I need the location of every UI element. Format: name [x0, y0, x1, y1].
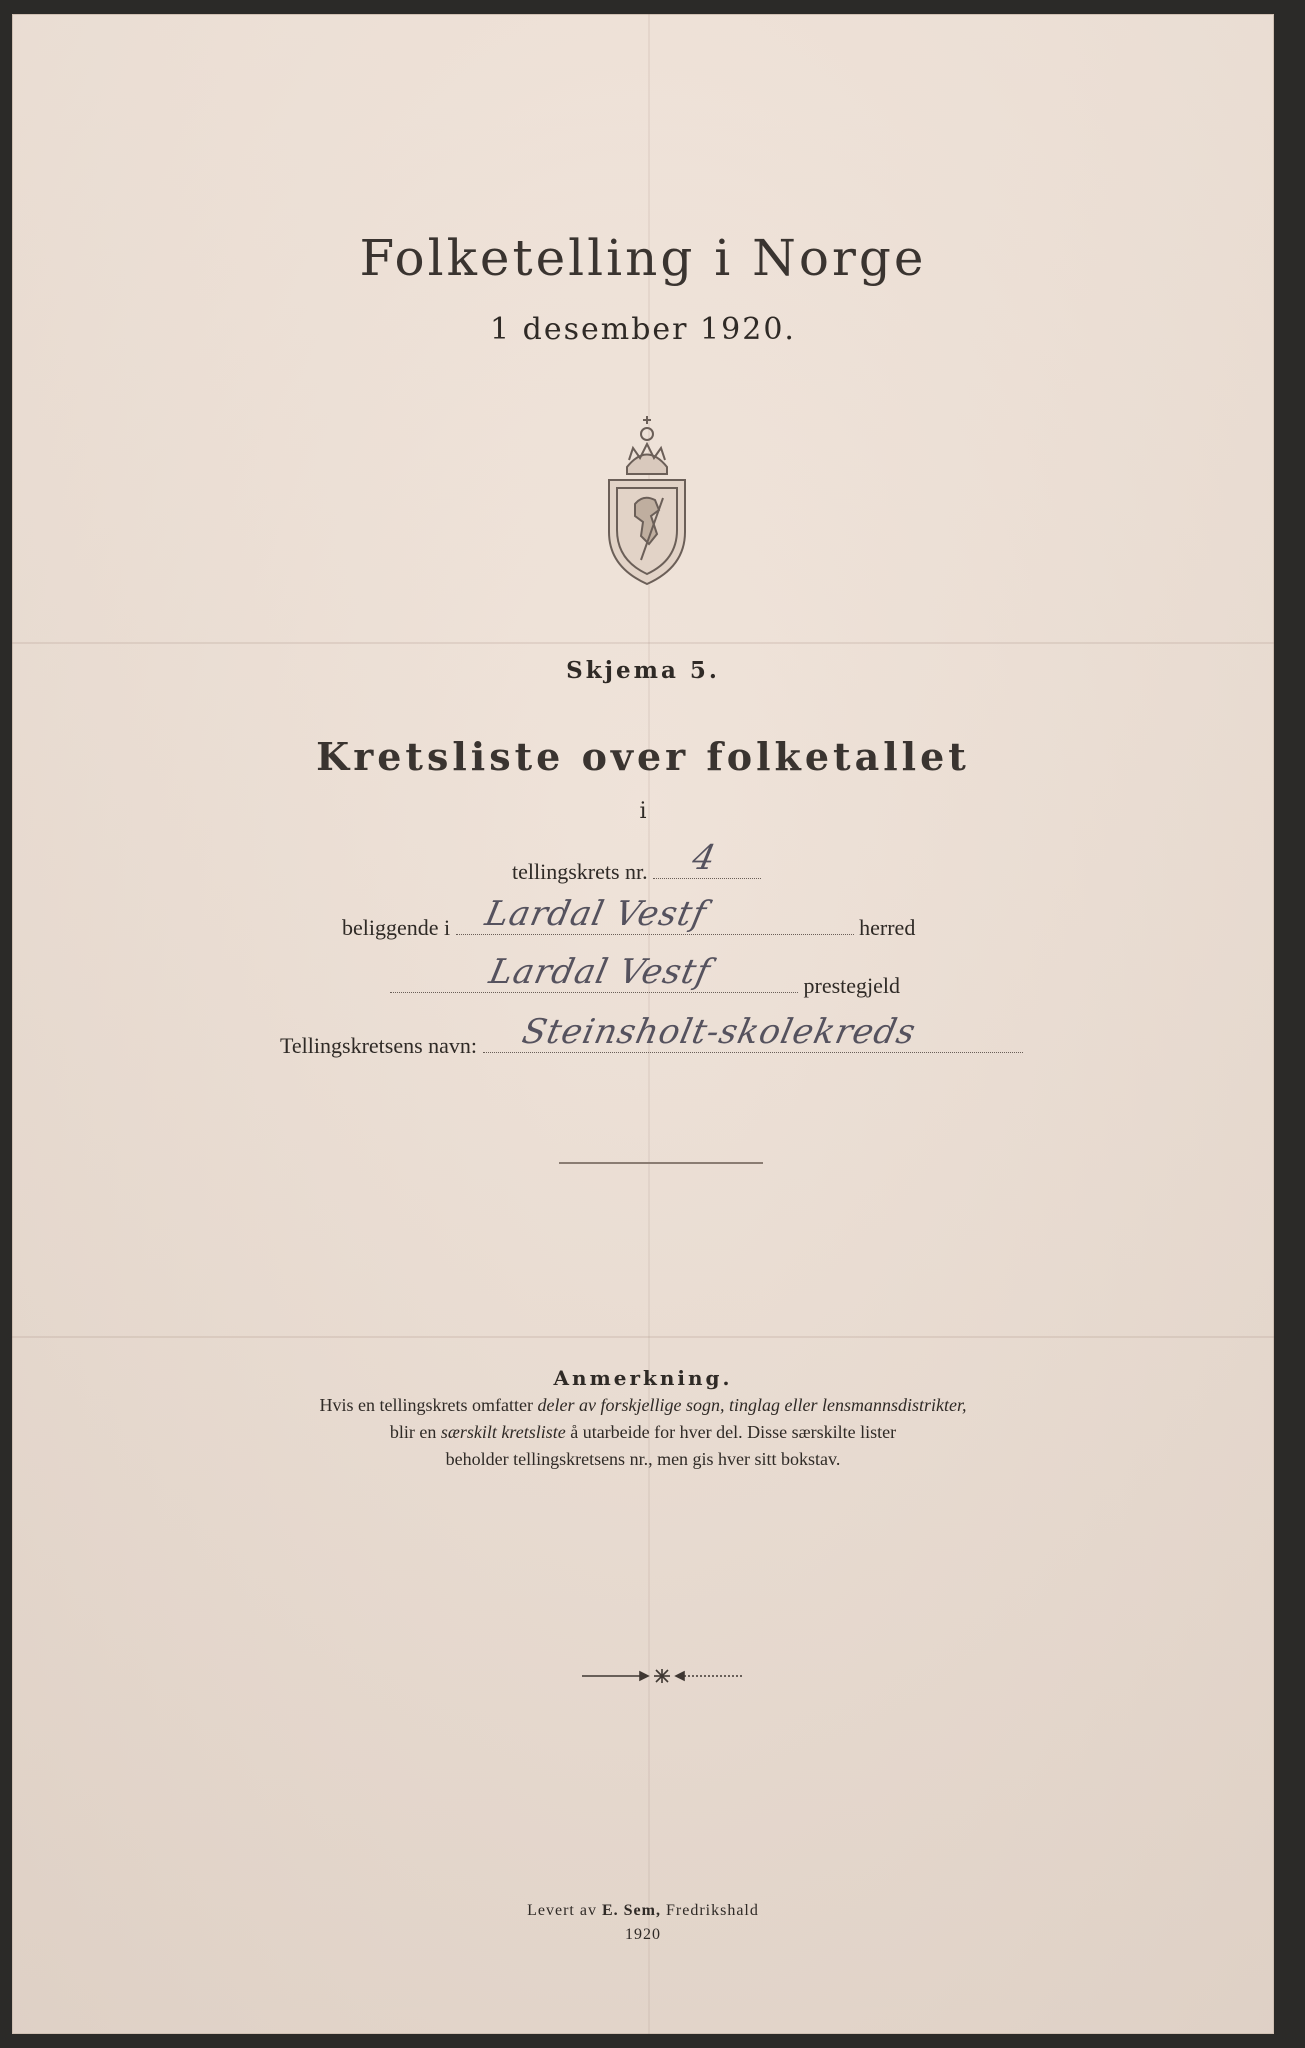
krets-row	[512, 838, 761, 885]
navn-field[interactable]	[483, 1012, 1023, 1053]
navn-row	[280, 1012, 1023, 1059]
paper-fold	[12, 1336, 1274, 1338]
schema-number: Skjema 5.	[566, 657, 720, 684]
ornament-divider-icon	[582, 1668, 742, 1684]
prestegjeld-field[interactable]	[390, 952, 798, 993]
prestegjeld-label: prestegjeld	[803, 973, 901, 998]
divider-rule	[559, 1162, 763, 1164]
note-line-1: Hvis en tellingskrets omfatter deler av forskjellige sogn, tinglag eller lensmannsdistrikter,	[319, 1395, 967, 1415]
note-text	[12, 1392, 1274, 1473]
navn-value: Steinsholt-skolekreds	[518, 1012, 920, 1052]
navn-label: Tellingskretsens navn:	[280, 1033, 478, 1058]
form-heading: Kretsliste over folketallet	[316, 734, 970, 779]
census-date: 1 desember 1920.	[490, 312, 796, 347]
note-line-2: blir en særskilt kretsliste å utarbeide for hver del. Disse særskilte lister	[389, 1422, 897, 1442]
krets-field[interactable]	[653, 838, 761, 879]
coat-of-arms-icon	[597, 412, 697, 587]
herred-label: herred	[859, 915, 916, 940]
beliggende-row	[342, 894, 916, 941]
page-title: Folketelling i Norge	[359, 229, 927, 287]
paper-fold	[12, 642, 1274, 644]
printer-imprint: Levert av E. Sem, Fredrikshald 1920	[527, 1902, 759, 1943]
beliggende-field[interactable]	[456, 894, 854, 935]
prestegjeld-row	[390, 952, 901, 999]
census-form-sheet	[12, 14, 1274, 2034]
prestegjeld-value: Lardal Vestf	[485, 952, 715, 992]
krets-label: tellingskrets nr.	[512, 859, 648, 884]
beliggende-label: beliggende i	[342, 915, 451, 940]
beliggende-value: Lardal Vestf	[481, 894, 710, 934]
note-title: Anmerkning.	[553, 1366, 733, 1390]
krets-value: 4	[688, 838, 721, 878]
preposition: i	[639, 799, 647, 824]
note-line-3: beholder tellingskretsens nr., men gis hver sitt bokstav.	[445, 1449, 841, 1469]
